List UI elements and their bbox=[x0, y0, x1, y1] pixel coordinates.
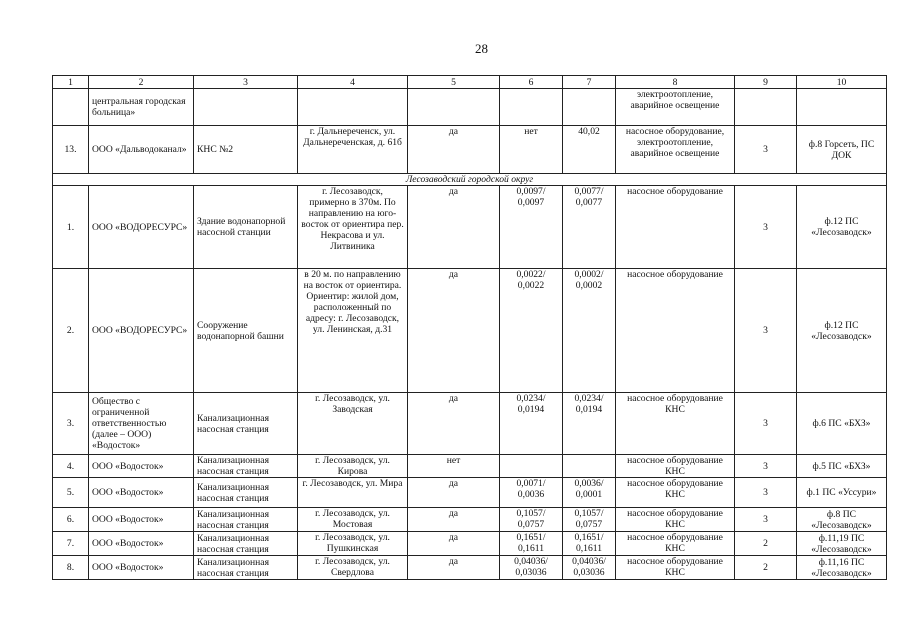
row-number-cell: 6. bbox=[53, 508, 89, 532]
organization-cell: ООО «Водосток» bbox=[89, 478, 194, 508]
header-row bbox=[53, 76, 887, 89]
row-number-cell: 1. bbox=[53, 186, 89, 269]
row-number-cell: 5. bbox=[53, 478, 89, 508]
feeder-cell: ф.12 ПС «Лесозаводск» bbox=[797, 269, 887, 393]
table-row bbox=[53, 269, 887, 393]
address-cell: г. Лесозаводск, ул. Мира bbox=[298, 478, 408, 508]
table-row bbox=[53, 455, 887, 478]
col5-cell: да bbox=[408, 126, 500, 174]
col7-cell: 0,04036/ 0,03036 bbox=[563, 556, 616, 580]
feeder-cell bbox=[797, 89, 887, 126]
table-row bbox=[53, 186, 887, 269]
col7-cell: 0,1651/ 0,1611 bbox=[563, 532, 616, 556]
col7-cell: 0,0077/ 0,0077 bbox=[563, 186, 616, 269]
table-row bbox=[53, 126, 887, 174]
equipment-cell: насосное оборудование КНС bbox=[616, 508, 735, 532]
page-number: 28 bbox=[475, 41, 488, 56]
col6-cell: 0,1651/ 0,1611 bbox=[500, 532, 563, 556]
header-cell: 4 bbox=[298, 76, 408, 89]
organization-cell: ООО «Водосток» bbox=[89, 556, 194, 580]
address-cell: г. Дальнереченск, ул. Дальнереченская, д. 61б bbox=[298, 126, 408, 174]
address-cell bbox=[298, 89, 408, 126]
object-cell: Канализационная насосная станция bbox=[194, 532, 298, 556]
col6-cell bbox=[500, 89, 563, 126]
header-cell: 1 bbox=[53, 76, 89, 89]
object-cell: КНС №2 bbox=[194, 126, 298, 174]
row-number-cell: 3. bbox=[53, 393, 89, 455]
header-cell: 9 bbox=[735, 76, 797, 89]
address-cell: в 20 м. по направлению на восток от ориентира. Ориентир: жилой дом, расположенный по адресу: г. Лесозаводск, ул. Ленинская, д.31 bbox=[298, 269, 408, 393]
col5-cell: да bbox=[408, 393, 500, 455]
col5-cell: да bbox=[408, 556, 500, 580]
col5-cell: да bbox=[408, 532, 500, 556]
category-cell: 3 bbox=[735, 126, 797, 174]
table-row bbox=[53, 89, 887, 126]
header-cell: 8 bbox=[616, 76, 735, 89]
col6-cell: 0,0234/ 0,0194 bbox=[500, 393, 563, 455]
row-number-cell: 2. bbox=[53, 269, 89, 393]
category-cell: 3 bbox=[735, 455, 797, 478]
object-cell: Канализационная насосная станция bbox=[194, 455, 298, 478]
data-table bbox=[52, 75, 887, 580]
feeder-cell: ф.12 ПС «Лесозаводск» bbox=[797, 186, 887, 269]
header-cell: 6 bbox=[500, 76, 563, 89]
object-cell: Канализационная насосная станция bbox=[194, 508, 298, 532]
row-number-cell bbox=[53, 89, 89, 126]
address-cell: г. Лесозаводск, примерно в 370м. По направлению на юго-восток от ориентира пер. Некрасова и ул. Литвиника bbox=[298, 186, 408, 269]
header-cell: 3 bbox=[194, 76, 298, 89]
row-number-cell: 4. bbox=[53, 455, 89, 478]
category-cell: 3 bbox=[735, 508, 797, 532]
category-cell: 2 bbox=[735, 556, 797, 580]
col7-cell: 0,1057/ 0,0757 bbox=[563, 508, 616, 532]
col7-cell bbox=[563, 89, 616, 126]
col7-cell: 40,02 bbox=[563, 126, 616, 174]
organization-cell: ООО «Дальводоканал» bbox=[89, 126, 194, 174]
feeder-cell: ф.1 ПС «Уссури» bbox=[797, 478, 887, 508]
table-row bbox=[53, 393, 887, 455]
object-cell: Здание водонапорной насосной станции bbox=[194, 186, 298, 269]
object-cell bbox=[194, 89, 298, 126]
feeder-cell: ф.8 ПС «Лесозаводск» bbox=[797, 508, 887, 532]
equipment-cell: электроотопление, аварийное освещение bbox=[616, 89, 735, 126]
table-row bbox=[53, 508, 887, 532]
col5-cell: нет bbox=[408, 455, 500, 478]
col7-cell bbox=[563, 455, 616, 478]
address-cell: г. Лесозаводск, ул. Заводская bbox=[298, 393, 408, 455]
col6-cell: 0,04036/ 0,03036 bbox=[500, 556, 563, 580]
feeder-cell: ф.11,19 ПС «Лесозаводск» bbox=[797, 532, 887, 556]
organization-cell: ООО «Водосток» bbox=[89, 508, 194, 532]
col7-cell: 0,0036/ 0,0001 bbox=[563, 478, 616, 508]
feeder-cell: ф.11,16 ПС «Лесозаводск» bbox=[797, 556, 887, 580]
equipment-cell: насосное оборудование bbox=[616, 186, 735, 269]
col5-cell bbox=[408, 89, 500, 126]
table-row bbox=[53, 556, 887, 580]
organization-cell: ООО «ВОДОРЕСУРС» bbox=[89, 186, 194, 269]
category-cell: 3 bbox=[735, 393, 797, 455]
category-cell: 3 bbox=[735, 269, 797, 393]
col5-cell: да bbox=[408, 508, 500, 532]
address-cell: г. Лесозаводск, ул. Кирова bbox=[298, 455, 408, 478]
feeder-cell: ф.6 ПС «БХЗ» bbox=[797, 393, 887, 455]
section-title: Лесозаводский городской округ bbox=[53, 174, 887, 186]
table-row bbox=[53, 532, 887, 556]
object-cell: Канализационная насосная станция bbox=[194, 478, 298, 508]
col5-cell: да bbox=[408, 186, 500, 269]
header-cell: 2 bbox=[89, 76, 194, 89]
col6-cell: нет bbox=[500, 126, 563, 174]
col6-cell: 0,1057/ 0,0757 bbox=[500, 508, 563, 532]
col7-cell: 0,0002/ 0,0002 bbox=[563, 269, 616, 393]
header-cell: 10 bbox=[797, 76, 887, 89]
feeder-cell: ф.8 Горсеть, ПС ДОК bbox=[797, 126, 887, 174]
object-cell: Канализационная насосная станция bbox=[194, 393, 298, 455]
equipment-cell: насосное оборудование, электроотопление, аварийное освещение bbox=[616, 126, 735, 174]
category-cell bbox=[735, 89, 797, 126]
col6-cell: 0,0097/ 0,0097 bbox=[500, 186, 563, 269]
col7-cell: 0,0234/ 0,0194 bbox=[563, 393, 616, 455]
header-cell: 7 bbox=[563, 76, 616, 89]
col6-cell: 0,0022/ 0,0022 bbox=[500, 269, 563, 393]
object-cell: Канализационная насосная станция bbox=[194, 556, 298, 580]
row-number-cell: 13. bbox=[53, 126, 89, 174]
feeder-cell: ф.5 ПС «БХЗ» bbox=[797, 455, 887, 478]
header-cell: 5 bbox=[408, 76, 500, 89]
equipment-cell: насосное оборудование КНС bbox=[616, 532, 735, 556]
col6-cell: 0,0071/ 0,0036 bbox=[500, 478, 563, 508]
row-number-cell: 8. bbox=[53, 556, 89, 580]
col5-cell: да bbox=[408, 269, 500, 393]
organization-cell: ООО «Водосток» bbox=[89, 455, 194, 478]
address-cell: г. Лесозаводск, ул. Свердлова bbox=[298, 556, 408, 580]
equipment-cell: насосное оборудование КНС bbox=[616, 393, 735, 455]
table-row bbox=[53, 478, 887, 508]
equipment-cell: насосное оборудование bbox=[616, 269, 735, 393]
organization-cell: ООО «ВОДОРЕСУРС» bbox=[89, 269, 194, 393]
organization-cell: центральная городская больница» bbox=[89, 89, 194, 126]
object-cell: Сооружение водонапорной башни bbox=[194, 269, 298, 393]
organization-cell: Общество с ограниченной ответственностью (далее – ООО) «Водосток» bbox=[89, 393, 194, 455]
equipment-cell: насосное оборудование КНС bbox=[616, 556, 735, 580]
equipment-cell: насосное оборудование КНС bbox=[616, 455, 735, 478]
category-cell: 3 bbox=[735, 186, 797, 269]
organization-cell: ООО «Водосток» bbox=[89, 532, 194, 556]
address-cell: г. Лесозаводск, ул. Мостовая bbox=[298, 508, 408, 532]
section-row bbox=[53, 174, 887, 186]
category-cell: 3 bbox=[735, 478, 797, 508]
address-cell: г. Лесозаводск, ул. Пушкинская bbox=[298, 532, 408, 556]
col5-cell: да bbox=[408, 478, 500, 508]
row-number-cell: 7. bbox=[53, 532, 89, 556]
category-cell: 2 bbox=[735, 532, 797, 556]
equipment-cell: насосное оборудование КНС bbox=[616, 478, 735, 508]
col6-cell bbox=[500, 455, 563, 478]
